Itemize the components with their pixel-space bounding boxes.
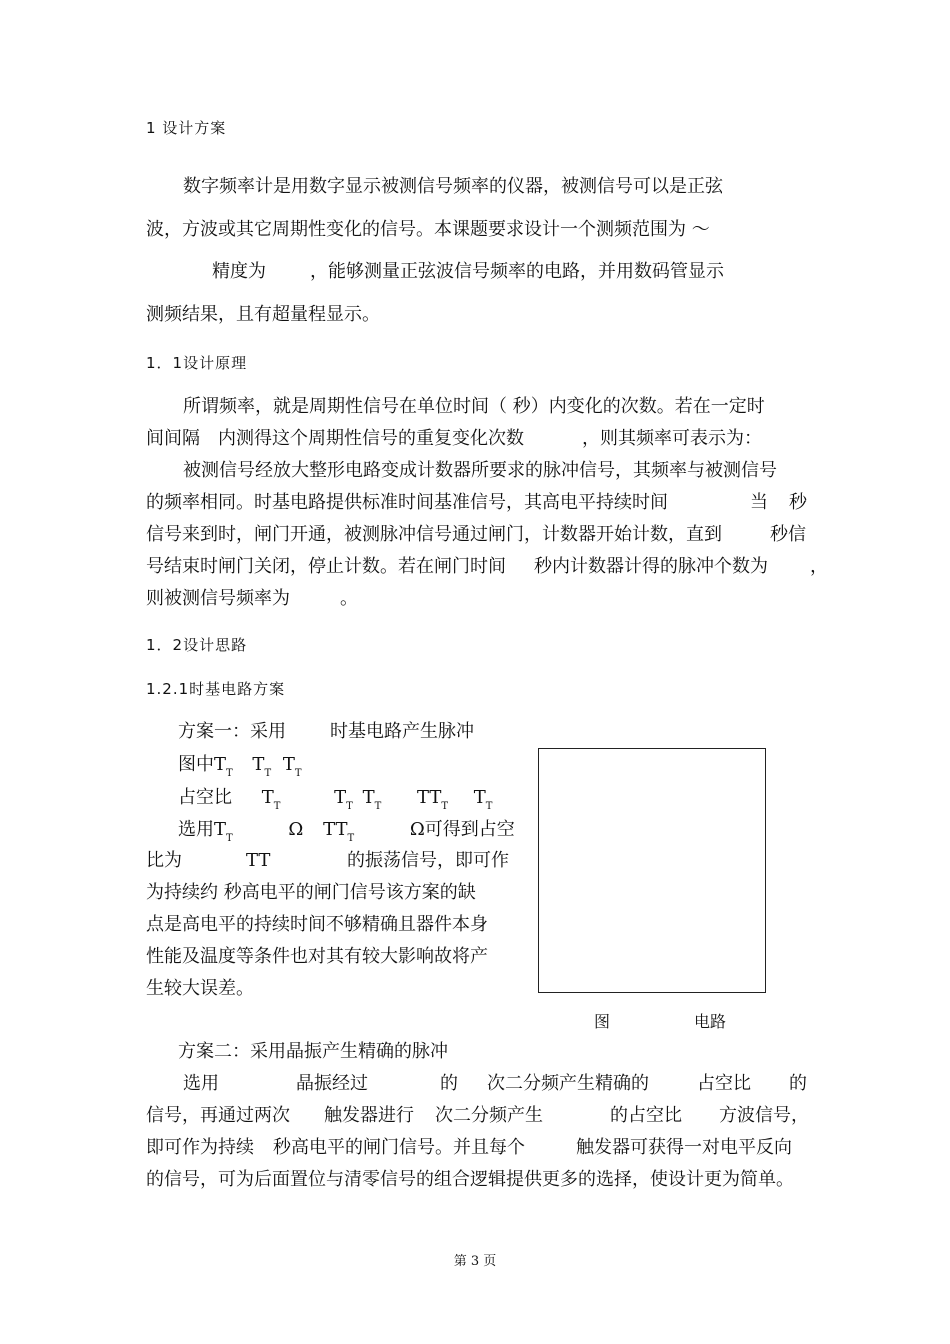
principle-line-3: 被测信号经放大整形电路变成计数器所要求的脉冲信号，其频率与被测信号	[183, 460, 777, 481]
intro-line-1: 数字频率计是用数字显示被测信号频率的仪器，被测信号可以是正弦	[183, 176, 723, 197]
plan2-l1-5: 的	[789, 1073, 807, 1094]
plan1-duty: 占空比	[178, 787, 232, 808]
plan1-line-1: 为持续约 秒高电平的闸门信号该方案的缺	[146, 882, 476, 903]
plan2-l1-3: 次二分频产生精确的	[487, 1073, 649, 1094]
plan2-l2-1: 触发器进行	[324, 1105, 414, 1126]
principle-line-5b: 秒信	[770, 524, 806, 545]
plan2-l1-1: 晶振经过	[296, 1073, 368, 1094]
symbol-t: T	[323, 819, 336, 840]
symbol-t-sub: T	[264, 768, 272, 779]
symbol-t-sub: T	[226, 833, 233, 844]
plan1-ratio-symbol	[246, 851, 270, 871]
symbol-t: T	[334, 787, 347, 808]
symbol-t-sub: T	[485, 801, 493, 812]
principle-line-2b: 内测得这个周期性信号的重复变化次数	[218, 428, 524, 449]
symbol-t-sub: T	[226, 768, 233, 779]
symbol-t: T	[261, 787, 274, 808]
symbol-t: T	[258, 850, 271, 871]
symbol-t: T	[282, 754, 295, 775]
symbol-t: T	[335, 819, 348, 840]
omega-symbol: Ω	[288, 819, 304, 840]
plan2-l2-4: 方波信号，	[719, 1105, 809, 1126]
symbol-t-sub: T	[346, 801, 353, 812]
symbol-t-sub: T	[294, 768, 302, 779]
plan1-ratio: 比为	[146, 850, 182, 871]
principle-line-7b: 。	[340, 588, 358, 609]
intro-line-2: 波，方波或其它周期性变化的信号。本课题要求设计一个测频范围为 ～	[146, 219, 710, 240]
plan1-select-line	[178, 820, 515, 843]
plan1-title-b: 时基电路产生脉冲	[330, 721, 474, 742]
plan1-wave: 的振荡信号，即可作	[347, 850, 509, 871]
principle-line-7a: 则被测信号频率为	[146, 588, 290, 609]
symbol-t: T	[252, 754, 265, 775]
plan1-line-4: 生较大误差。	[146, 978, 254, 999]
plan2-l3-1: 秒高电平的闸门信号。并且每个	[273, 1137, 525, 1158]
figure-caption-label: 图	[594, 1012, 611, 1031]
intro-line-4: 测频结果，且有超量程显示。	[146, 304, 380, 325]
symbol-t-sub: T	[441, 801, 449, 812]
principle-line-5a: 信号来到时，闸门开通，被测脉冲信号通过闸门，计数器开始计数，直到	[146, 524, 722, 545]
plan2-l3-0: 即可作为持续	[146, 1137, 254, 1158]
page-number: 第 3 页	[453, 1254, 497, 1269]
principle-line-2c: ，则其频率可表示为：	[582, 428, 762, 449]
plan1-duty-line	[178, 788, 492, 811]
plan2-l1-2: 的	[440, 1073, 458, 1094]
symbol-t: T	[214, 754, 227, 775]
symbol-t: T	[362, 787, 375, 808]
plan1-select: 选用	[178, 819, 214, 840]
symbol-t: T	[246, 850, 259, 871]
plan2-l1-4: 占空比	[697, 1073, 751, 1094]
plan1-line-2: 点是高电平的持续时间不够精确且器件本身	[146, 914, 488, 935]
symbol-t-sub: T	[347, 833, 355, 844]
symbol-t: T	[214, 819, 227, 840]
intro-line-3b: ，能够测量正弦波信号频率的电路，并用数码管显示	[310, 261, 724, 282]
plan1-fig-line	[178, 755, 302, 778]
principle-line-6a: 号结束时闸门关闭，停止计数。若在闸门时间	[146, 556, 506, 577]
principle-line-4b: 当	[750, 492, 768, 513]
principle-line-4c: 秒	[789, 492, 807, 513]
principle-line-1: 所谓频率，就是周期性信号在单位时间（ 秒）内变化的次数。若在一定时	[183, 396, 765, 417]
subsection-heading-1-2: 1．2设计思路	[146, 636, 248, 654]
symbol-t-sub: T	[273, 801, 281, 812]
symbol-t: T	[417, 787, 430, 808]
subsubsection-heading-1-2-1: 1.2.1时基电路方案	[146, 680, 286, 698]
subsection-heading-1-1: 1．1设计原理	[146, 354, 248, 372]
principle-line-2a: 间间隔	[146, 428, 200, 449]
plan2-l2-3: 的占空比	[610, 1105, 682, 1126]
plan2-l2-2: 次二分频产生	[435, 1105, 543, 1126]
symbol-t: T	[429, 787, 442, 808]
plan2-l4: 的信号，可为后面置位与清零信号的组合逻辑提供更多的选择，使设计更为简单。	[146, 1169, 794, 1190]
plan1-title-a: 方案一：采用	[178, 721, 286, 742]
section-heading: 1 设计方案	[146, 119, 227, 137]
principle-line-6c: ，	[810, 556, 828, 577]
symbol-t: T	[473, 787, 486, 808]
plan2-l3-2: 触发器可获得一对电平反向	[576, 1137, 792, 1158]
principle-line-6b: 秒内计数器计得的脉冲个数为	[534, 556, 768, 577]
principle-line-4a: 的频率相同。时基电路提供标准时间基准信号，其高电平持续时间	[146, 492, 668, 513]
plan2-l2-0: 信号，再通过两次	[146, 1105, 290, 1126]
symbol-t-sub: T	[374, 801, 382, 812]
plan1-fig-prefix: 图中	[178, 754, 214, 775]
circuit-figure-frame	[538, 748, 766, 993]
intro-line-3a: 精度为	[212, 261, 266, 282]
plan1-line-3: 性能及温度等条件也对其有较大影响故将产	[146, 946, 488, 967]
plan2-title: 方案二：采用晶振产生精确的脉冲	[178, 1041, 448, 1062]
figure-caption-text: 电路	[694, 1012, 727, 1031]
plan1-omega-text: Ω可得到占空	[409, 819, 515, 840]
plan2-l1-0: 选用	[183, 1073, 219, 1094]
